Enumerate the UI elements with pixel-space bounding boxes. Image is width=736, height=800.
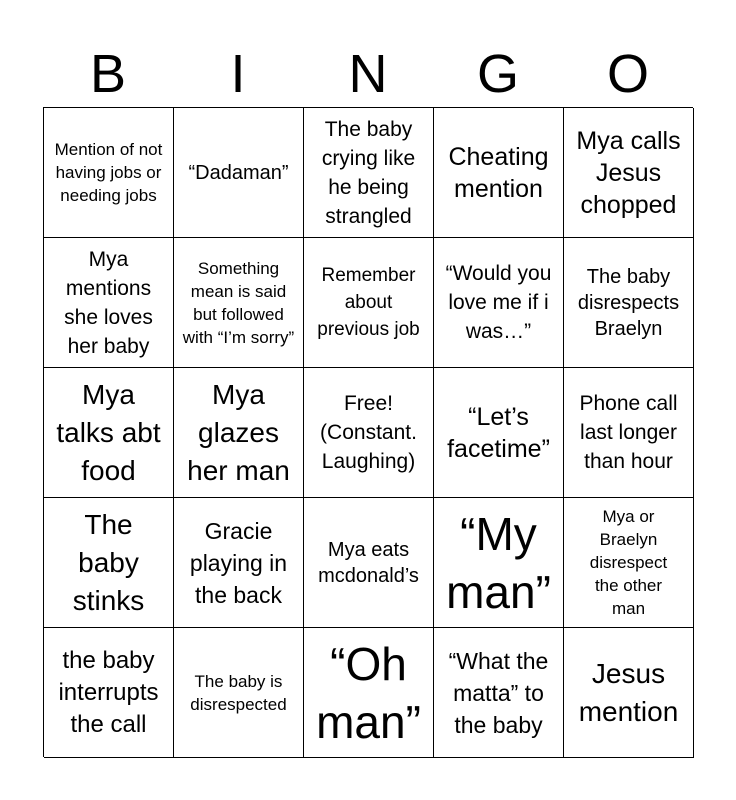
cell-text: Mya eats mcdonald’s [318, 538, 419, 587]
cell-text: Phone call last longer than hour [579, 392, 678, 473]
cell-text: Cheating mention [448, 142, 549, 203]
cell-text: Gracie playing in the back [189, 517, 288, 608]
bingo-cell-r4c1[interactable] [44, 498, 174, 628]
cell-text: “What the matta” to the baby [448, 647, 549, 738]
header-letter-g: G [476, 44, 519, 104]
bingo-cell-r2c2[interactable] [174, 238, 304, 368]
bingo-cell-r1c5[interactable] [564, 108, 694, 238]
bingo-cell-r5c2[interactable] [174, 628, 304, 758]
cell-text: Mya or Braelyn disrespect the other man [589, 507, 668, 618]
bingo-cell-r3c4[interactable] [434, 368, 564, 498]
header-letter-n: N [348, 44, 388, 104]
bingo-header [43, 40, 693, 108]
bingo-cell-r3c1[interactable] [44, 368, 174, 498]
bingo-cell-r2c5[interactable] [564, 238, 694, 368]
cell-text: Mention of not having jobs or needing jobs [54, 140, 163, 205]
cell-text: The baby disrespects Braelyn [577, 265, 680, 340]
cell-text: “Let’s facetime” [447, 402, 550, 463]
bingo-cell-r5c5[interactable] [564, 628, 694, 758]
cell-text: Jesus mention [578, 657, 679, 727]
bingo-cell-r2c1[interactable] [44, 238, 174, 368]
header-letter-i: I [230, 44, 246, 104]
bingo-cell-r4c2[interactable] [174, 498, 304, 628]
cell-text: “Would you love me if i was…” [445, 262, 552, 343]
bingo-board [43, 107, 693, 757]
bingo-cell-r1c3[interactable] [304, 108, 434, 238]
cell-text: “My man” [446, 507, 551, 618]
cell-text: Remember about previous job [317, 265, 420, 340]
bingo-cell-r3c5[interactable] [564, 368, 694, 498]
cell-text: Mya calls Jesus chopped [576, 126, 681, 219]
bingo-cell-r5c4[interactable] [434, 628, 564, 758]
cell-text: The baby stinks [72, 508, 145, 616]
cell-text: Free! (Constant. Laughing) [320, 392, 417, 473]
header-letter-b: B [89, 44, 127, 104]
bingo-cell-r3c2[interactable] [174, 368, 304, 498]
bingo-cell-r2c3[interactable] [304, 238, 434, 368]
bingo-cell-r4c5[interactable] [564, 498, 694, 628]
cell-text: “Dadaman” [188, 161, 289, 184]
bingo-cell-r1c2[interactable] [174, 108, 304, 238]
bingo-cell-r4c3[interactable] [304, 498, 434, 628]
cell-text: The baby crying like he being strangled [321, 117, 416, 228]
header-letter-o: O [606, 44, 649, 104]
bingo-cell-r3c3[interactable] [304, 368, 434, 498]
bingo-cell-r5c1[interactable] [44, 628, 174, 758]
cell-text: Mya talks abt food [56, 378, 161, 486]
cell-text: the baby interrupts the call [58, 646, 159, 738]
cell-text: Something mean is said but followed with “I’m sorry” [182, 258, 295, 347]
bingo-cell-r1c1[interactable] [44, 108, 174, 238]
bingo-cell-r2c4[interactable] [434, 238, 564, 368]
bingo-cell-r5c3[interactable] [304, 628, 434, 758]
bingo-cell-r4c4[interactable] [434, 498, 564, 628]
cell-text: “Oh man” [316, 637, 421, 748]
cell-text: Mya glazes her man [187, 378, 290, 486]
cell-text: The baby is disrespected [190, 671, 287, 714]
bingo-cell-r1c4[interactable] [434, 108, 564, 238]
cell-text: Mya mentions she loves her baby [64, 247, 153, 358]
